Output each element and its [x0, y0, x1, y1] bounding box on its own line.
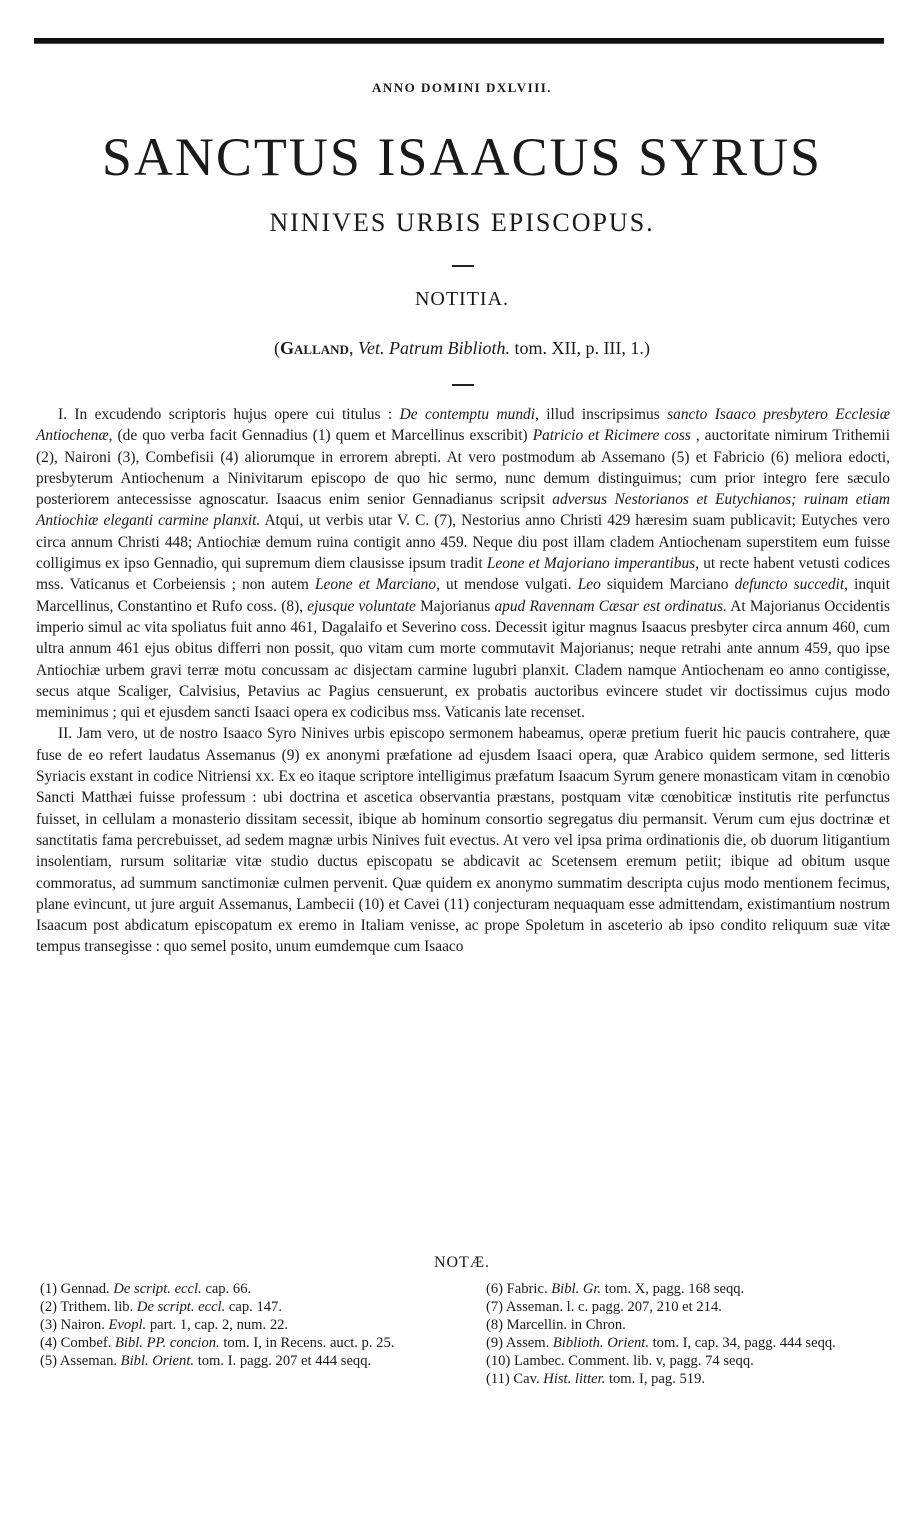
text-run: (2) Trithem. lib. — [40, 1299, 137, 1315]
text-run: , inquit Marcellinus, Constantino et Rufo coss. (8), — [36, 576, 890, 615]
italic-text: ejusque voluntate — [307, 597, 416, 615]
text-run: (6) Fabric. — [486, 1281, 552, 1297]
text-run: siquidem Marciano — [600, 576, 735, 594]
footnote — [40, 1334, 460, 1352]
page-title: SANCTUS ISAACUS SYRUS — [101, 127, 823, 187]
paragraph — [36, 723, 890, 957]
text-run: Atqui, ut verbis utar V. C. (7), Nestorius anno Christi 429 hæresim suam publicavit; Eutyches vero circa annum Christi 448; Antiochiæ demum ruina contigit anno 459. Neque diu post illam cladem Antiochenam superstitem eum fuisse colligimus ex ipso Gennadio, qui supremum diem clausisse ipsum tradit — [36, 512, 890, 573]
text-run: (5) Asseman. — [40, 1353, 121, 1369]
text-run: tom. I, cap. 34, pagg. 444 seqq. — [648, 1335, 836, 1351]
text-run: At Majorianus Occidentis imperio simul ac vita spoliatus fuit anno 461, Dagalaifo et Severino coss. Decessit igitur magnus Isaacus presbyter circa annum 460, cum ultra annum 461 ejus obitus differri non possit, quo vitam cum morte commutavit Majorianus; neque retrahi ante annum 459, quo ipse Antiochiæ urbem gravi terræ motu concussam ac disjectam carmine lugubri planxit. Cladem namque Antiochenam eo anno contigisse, secus atque Scaliger, Calvisius, Petavius ac Pagius censuerunt, ex probatis auctoribus evincere studet vir doctissimus cujus modo meminimus ; qui et ejusdem sancti Isaaci opera ex codicibus mss. Vaticanis late recenset. — [36, 597, 891, 722]
footnote — [486, 1298, 892, 1316]
source-author: Galland — [280, 338, 349, 358]
italic-text: Biblioth. Orient. — [552, 1335, 649, 1351]
italic-text: adversus Nestorianos et Eutychianos; ruinam etiam Antiochiæ eleganti carmine planxit. — [36, 491, 890, 530]
text-run: tom. I, pag. 519. — [605, 1371, 706, 1387]
text-run: tom. I. pagg. 207 et 444 seqq. — [194, 1353, 372, 1369]
footnote — [486, 1370, 892, 1388]
italic-text: Hist. litter. — [543, 1371, 606, 1387]
source-work: Vet. Patrum Biblioth. — [357, 338, 510, 358]
footnote — [40, 1316, 460, 1334]
page-subtitle: NINIVES URBIS EPISCOPUS. — [269, 208, 655, 237]
italic-text: sancto Isaaco presbytero Ecclesiæ Antiochenæ — [36, 406, 890, 445]
separator-dash — [452, 384, 474, 386]
text-run: tom. I, in Recens. auct. p. 25. — [219, 1335, 395, 1351]
footnote — [486, 1334, 892, 1352]
year-heading: ANNO DOMINI DXLVIII. — [371, 80, 553, 95]
section-heading: NOTITIA. — [414, 288, 510, 310]
text-run: (9) Assem. — [486, 1335, 553, 1351]
separator-dash — [452, 265, 474, 267]
italic-text: Leone et Marciano — [314, 576, 437, 594]
italic-text: Bibl. Orient. — [120, 1353, 195, 1369]
text-run: I. In excudendo scriptoris hujus opere cui titulus : — [58, 406, 400, 423]
italic-text: defuncto succedit — [734, 576, 845, 594]
italic-text: apud Ravennam Cæsar est ordinatus. — [494, 597, 727, 615]
text-run: (10) Lambec. Comment. lib. v, pagg. 74 seqq. — [486, 1353, 754, 1369]
italic-text: De contemptu mundi — [399, 406, 535, 423]
italic-text: Bibl. PP. concion. — [114, 1335, 220, 1351]
text-run: , illud inscripsimus — [535, 406, 668, 423]
text-run: Majorianus — [415, 597, 495, 615]
top-rule — [34, 38, 884, 44]
footnote — [40, 1298, 460, 1316]
italic-text: De script. eccl. — [113, 1281, 202, 1297]
text-run: II. Jam vero, ut de nostro Isaaco Syro Ninives urbis episcopo sermonem habeamus, operæ pretium fuerit hic paucis contrahere, quæ fuse de eo refert laudatus Assemanus (9) ex anonymi præfatione ad ejusdem Isaaci opera, quæ Arabico quidem sermone, sed litteris Syriacis exstant in codice Nitriensi xx. Ex eo itaque scriptore intelligimus præfatum Isaacum Syrum genere monasticam vitam in cœnobio Sancti Matthæi fuisse professum : ubi doctrina et ascetica observantia præstans, postquam vitæ cœnobiticæ institutis rite perfunctus fuisset, in cellulam a monasterio dissitam secessit, ibique ab hominum consortio segregatus diu permansit. Verum cum ejus doctrinæ et sanctitatis fama percrebuisset, ad sedem magnæ urbis Ninives fuit evectus. At vero vel ipsa prima ordinationis die, ob duorum litigantium insolentiam, rursum solitariæ vitæ studio ductus episcopatu se abdicavit ac Scetensem eremum petiit; ibique ad obitum usque commoratus, ad summum sanctimoniæ culmen pervenit. Quæ quidem ex anonymo summatim descripta cujus modo mentionem fecimus, plane evincunt, ut jure arguit Assemanus, Lambecii (10) et Cavei (11) conjecturam nequaquam esse admittendam, existimantium nostrum Isaacum post abdicatum episcopatum ex eremo in Italiam venisse, ac prope Spoletum in asceterio ab ipso condito reliquum suæ vitæ tempus transegisse : quo semel posito, unum eumdemque cum Isaaco — [36, 725, 890, 956]
text-run: (7) Asseman. l. c. pagg. 207, 210 et 214. — [486, 1299, 722, 1315]
italic-text: Leone et Majoriano imperantibus — [486, 555, 696, 573]
italic-text: Evopl. — [108, 1317, 147, 1333]
text-run: , ut recte habent vetusti codices mss. Vaticanus et Corbeiensis ; non autem — [36, 555, 890, 594]
text-run: tom. X, pagg. 168 seqq. — [601, 1281, 745, 1297]
text-run: (11) Cav. — [486, 1371, 544, 1387]
italic-text: De script. eccl. — [136, 1299, 226, 1315]
footnote — [486, 1280, 892, 1298]
text-run: (3) Nairon. — [40, 1317, 109, 1333]
body-text — [36, 404, 890, 958]
paragraph — [36, 404, 890, 723]
text-run: (4) Combef. — [40, 1335, 115, 1351]
text-run: (1) Gennad. — [40, 1281, 114, 1297]
text-run: cap. 147. — [225, 1299, 282, 1315]
source-ref: tom. XII, p. III, 1. — [514, 338, 644, 358]
text-run: , auctoritate nimirum Trithemii (2), Naironi (3), Combefisii (4) aliorumque in errorem abrepti. At vero postmodum ab Assemano (5) et Fabricio (6) meliora edocti, presbyterum Antiochenum a Ninivitarum episcopo de quo hic sermo, nunc demum distinguimus; cum prior integro fere sæculo posteriorem antecessisse agnoscatur. Isaacus enim senior Gennadianus scripsit — [36, 427, 890, 509]
footnote — [486, 1316, 892, 1334]
italic-text: Patricio et Ricimere coss — [532, 427, 691, 445]
notes-column-right — [486, 1280, 892, 1388]
notes-heading: NOTÆ. — [433, 1254, 491, 1271]
footnote — [40, 1352, 460, 1370]
source-citation: (Galland, Vet. Patrum Biblioth. tom. XII, p. III, 1.) — [274, 338, 650, 358]
text-run: , ut mendose vulgati. — [436, 576, 578, 594]
text-run: cap. 66. — [201, 1281, 252, 1297]
italic-text: Bibl. Gr. — [551, 1281, 602, 1297]
footnote — [40, 1280, 460, 1298]
footnote — [486, 1352, 892, 1370]
text-run: , (de quo verba facit Gennadius (1) quem et Marcellinus exscribit) — [108, 427, 533, 445]
notes-column-left — [40, 1280, 460, 1370]
text-run: part. 1, cap. 2, num. 22. — [146, 1317, 289, 1333]
italic-text: Leo — [577, 576, 601, 594]
text-run: (8) Marcellin. in Chron. — [486, 1317, 626, 1333]
